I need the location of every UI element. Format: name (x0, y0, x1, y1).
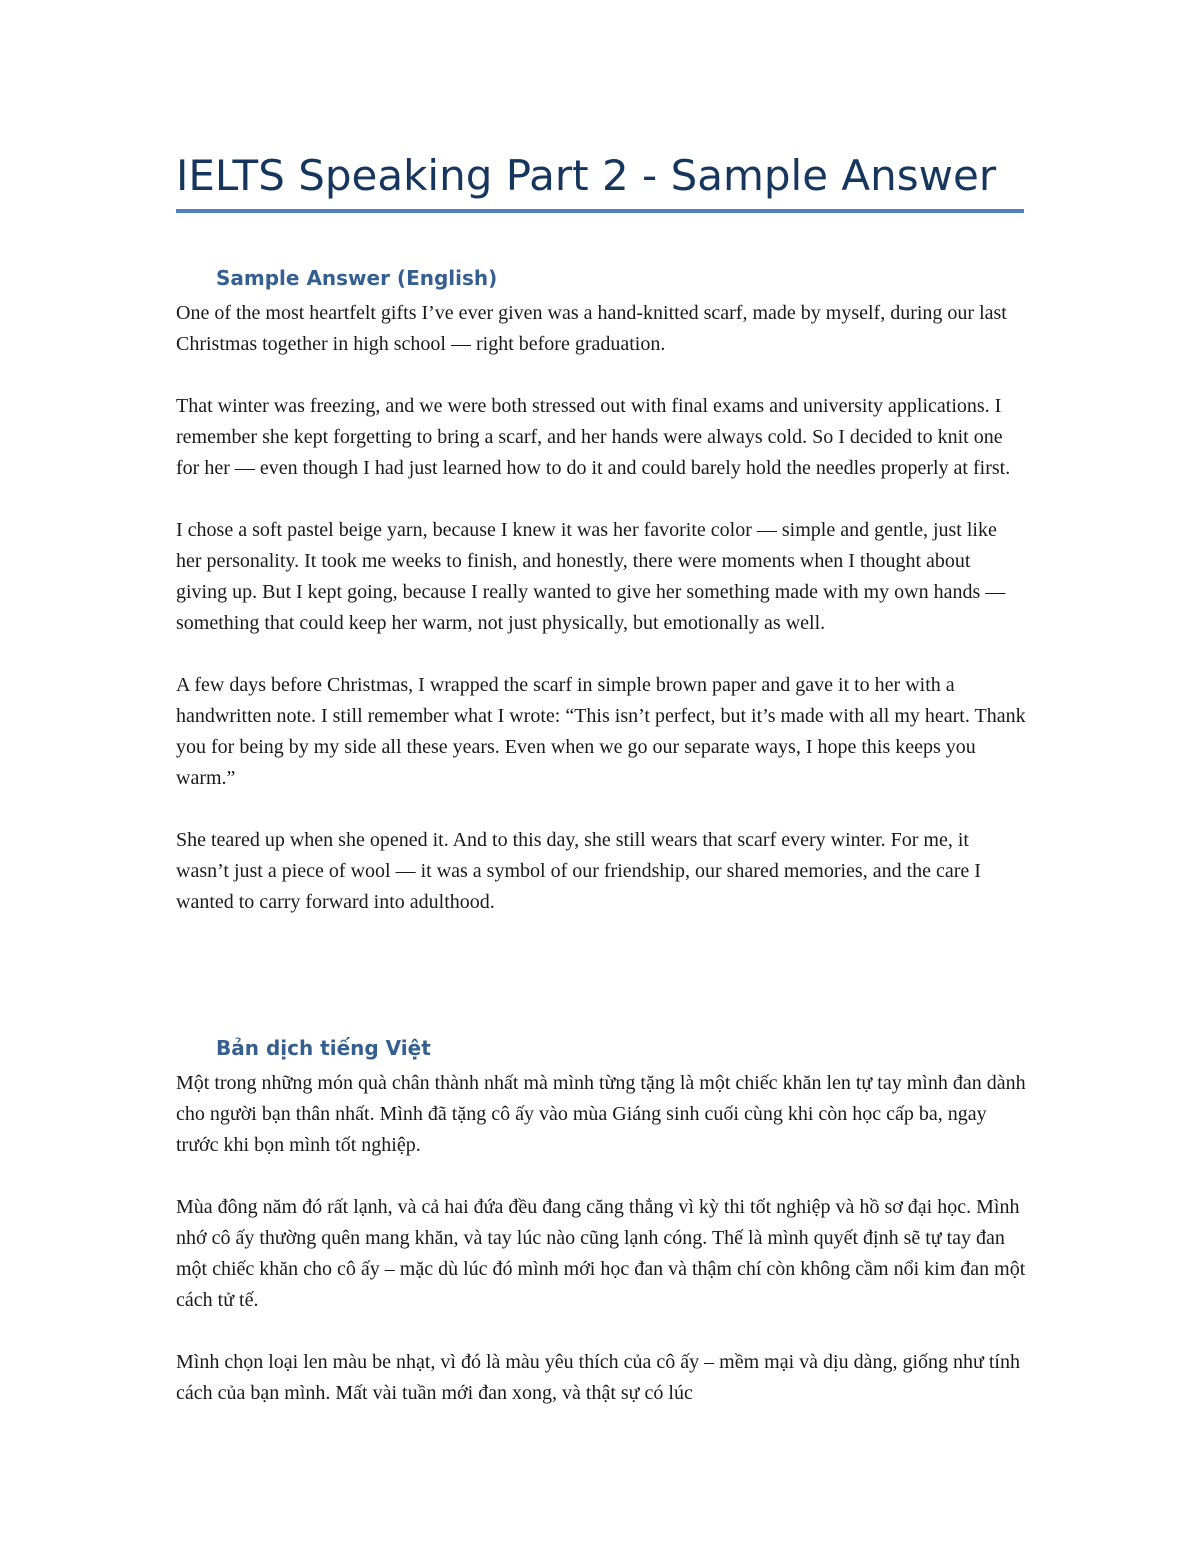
english-answer-body (176, 298, 1026, 949)
section-heading-english: Sample Answer (English) (216, 266, 498, 290)
vietnamese-paragraph: Mình chọn loại len màu be nhạt, vì đó là màu yêu thích của cô ấy – mềm mại và dịu dàng, giống như tính cách của bạn mình. Mất vài tuần mới đan xong, và thật sự có lúc (176, 1351, 1020, 1404)
section-heading-vietnamese: Bản dịch tiếng Việt (216, 1036, 431, 1060)
document-title: IELTS Speaking Part 2 - Sample Answer (176, 151, 997, 200)
vietnamese-paragraph: Mùa đông năm đó rất lạnh, và cả hai đứa đều đang căng thẳng vì kỳ thi tốt nghiệp và hồ sơ đại học. Mình nhớ cô ấy thường quên mang khăn, và tay lúc nào cũng lạnh cóng. Thế là mình quyết định sẽ tự tay đan một chiếc khăn cho cô ấy – mặc dù lúc đó mình mới học đan và thậm chí còn không cầm nổi kim đan một cách tử tế. (176, 1196, 1026, 1311)
english-paragraph: A few days before Christmas, I wrapped the scarf in simple brown paper and gave it to her with a handwritten note. I still remember what I wrote: “This isn’t perfect, but it’s made with all my heart. Thank you for being by my side all these years. Even when we go our separate ways, I hope this keeps you warm.” (176, 674, 1026, 789)
english-paragraph: I chose a soft pastel beige yarn, because I knew it was her favorite color — simple and gentle, just like her personality. It took me weeks to finish, and honestly, there were moments when I thought about giving up. But I kept going, because I really wanted to give her something made with my own hands — something that could keep her warm, not just physically, but emotionally as well. (176, 519, 1006, 634)
english-paragraph: One of the most heartfelt gifts I’ve ever given was a hand-knitted scarf, made by myself, during our last Christmas together in high school — right before graduation. (176, 302, 1007, 355)
title-underline (176, 209, 1024, 213)
vietnamese-paragraph: Một trong những món quà chân thành nhất mà mình từng tặng là một chiếc khăn len tự tay mình đan dành cho người bạn thân nhất. Mình đã tặng cô ấy vào mùa Giáng sinh cuối cùng khi còn học cấp ba, ngay trước khi bọn mình tốt nghiệp. (176, 1072, 1026, 1156)
vietnamese-translation-body (176, 1068, 1026, 1440)
english-paragraph: That winter was freezing, and we were both stressed out with final exams and university applications. I remember she kept forgetting to bring a scarf, and her hands were always cold. So I decided to knit one for her — even though I had just learned how to do it and could barely hold the needles properly at first. (176, 395, 1011, 479)
english-paragraph: She teared up when she opened it. And to this day, she still wears that scarf every winter. For me, it wasn’t just a piece of wool — it was a symbol of our friendship, our shared memories, and the care I wanted to carry forward into adulthood. (176, 829, 981, 913)
